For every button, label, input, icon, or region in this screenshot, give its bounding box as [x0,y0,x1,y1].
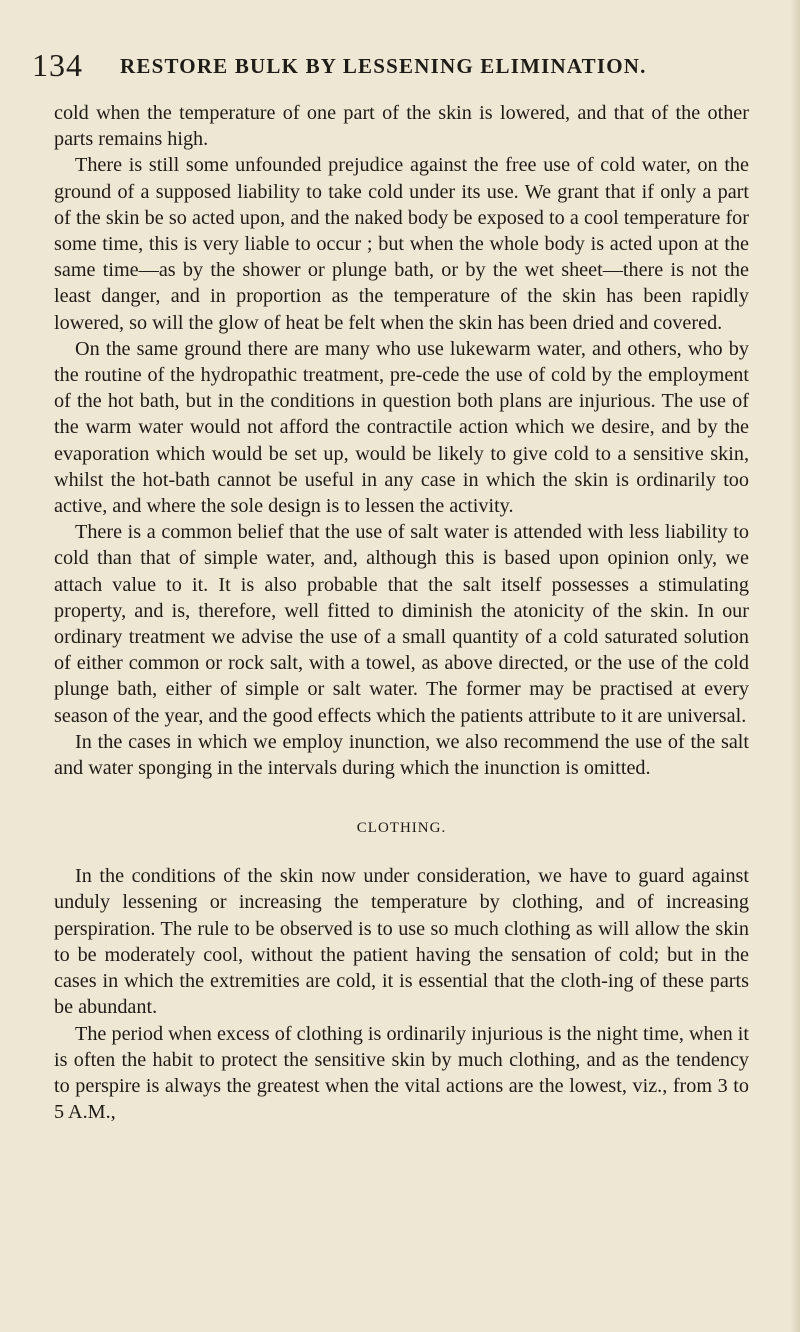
paragraph-night-clothing: The period when excess of clothing is ordinarily injurious is the night time, when it is often the habit to protect the sensitive skin by much clothing, and as the tendency to perspire is always the greatest when the vital actions are the lowest, viz., from 3 to 5 A.M., [54,1022,749,1124]
paragraph-clothing-rule: In the conditions of the skin now under consideration, we have to guard against unduly lessening or increasing the temperature by clothing, and of increasing perspiration. The rule to be observed is to use so much clothing as will allow the skin to be moderately cool, without the patient having the sensation of cold; but in the cases in which the extremities are cold, it is essential that the cloth-ing of these parts be abundant. [54,865,749,1019]
page-edge-shadow [790,0,800,1332]
paragraph-continued: cold when the temperature of one part of the skin is lowered, and that of the other parts remains high. [54,102,749,151]
body-text [54,100,749,1125]
paragraph-inunction: In the cases in which we employ inunction, we also recommend the use of the salt and water sponging in the intervals during which the inunction is omitted. [54,730,749,780]
page-number: 134 [32,47,83,83]
running-title: RESTORE BULK BY LESSENING ELIMINATION. [120,54,647,78]
running-head [32,47,772,83]
paragraph-salt-water: There is a common belief that the use of salt water is attended with less liability to cold than that of simple water, and, although this is based upon opinion only, we attach value to it. It is also probable that the salt itself possesses a stimulating property, and is, therefore, well fitted to diminish the atonicity of the skin. In our ordinary treatment we advise the use of a small quantity of a cold saturated solution of either common or rock salt, with a towel, as above directed, or the use of the cold plunge bath, either of simple or salt water. The former may be practised at every season of the year, and the good effects which the patients attribute to it are universal. [54,521,749,727]
section-heading-clothing: CLOTHING. [356,820,447,837]
paragraph-cold-water-prejudice: There is still some unfounded prejudice against the free use of cold water, on the ground of a supposed liability to take cold under its use. We grant that if only a part of the skin be so acted upon, and the naked body be exposed to a cool temperature for some time, this is very liable to occur ; but when the whole body is acted upon at the same time—as by the shower or plunge bath, or by the wet sheet—there is not the least danger, and in proportion as the temperature of the skin has been rapidly lowered, so will the glow of heat be felt when the skin has been dried and covered. [54,154,749,334]
paragraph-lukewarm-water: On the same ground there are many who use lukewarm water, and others, who by the routine of the hydropathic treatment, pre-cede the use of cold by the employment of the hot bath, but in the conditions in question both plans are injurious. The use of the warm water would not afford the contractile action which we desire, and by the evaporation which would be set up, would be likely to give cold to a sensitive skin, whilst the hot-bath cannot be useful in any case in which the skin is ordinarily too active, and where the sole design is to lessen the activity. [54,337,749,518]
